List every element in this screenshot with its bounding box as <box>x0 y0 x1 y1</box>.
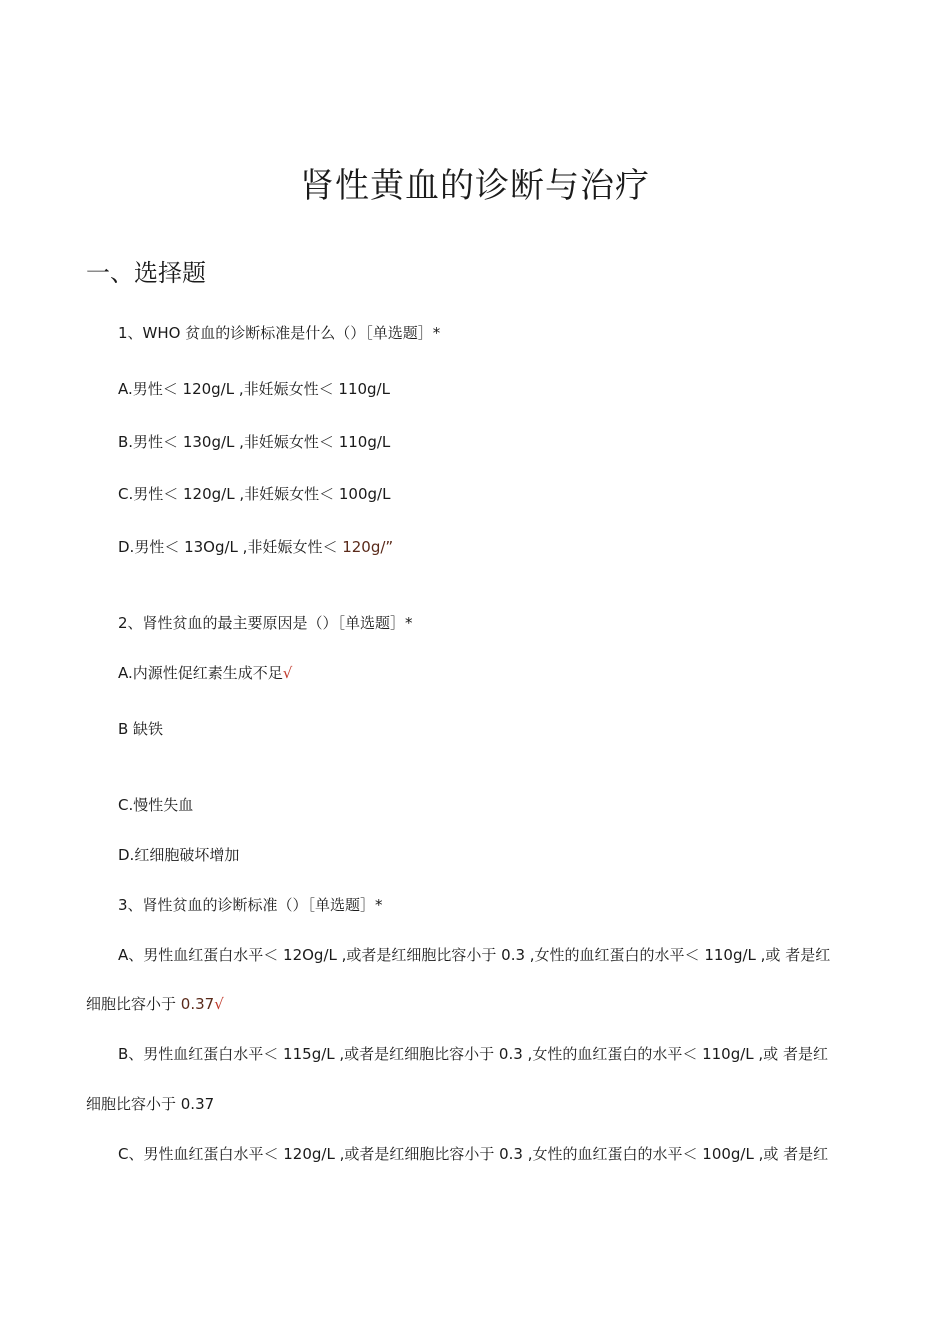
document-title: 肾性黄血的诊断与治疗 <box>300 166 650 206</box>
q2-option-d: D.红细胞破坏增加 <box>118 846 240 864</box>
q1-option-d-tail: 120g/” <box>342 538 394 556</box>
correct-check-mark: √ <box>214 995 224 1013</box>
q2-option-c: C.慢性失血 <box>118 796 194 814</box>
section-heading: 一、选择题 <box>86 259 206 287</box>
q2-question: 2、肾性贫血的最主要原因是（）［单选题］* <box>118 614 413 632</box>
correct-check-mark: √ <box>282 664 293 682</box>
q1-option-c: C.男性＜ 120g/L ,非妊娠女性＜ 100g/L <box>118 485 391 503</box>
q3-option-a-line1: A、男性血红蛋白水平＜ 12Og/L ,或者是红细胞比容小于 0.3 ,女性的血红蛋白的水平＜ 110g/L ,或 者是红 <box>118 946 831 964</box>
q1-question: 1、WHO 贫血的诊断标准是什么（）［单选题］* <box>118 324 441 342</box>
q3-option-b-line2: 细胞比容小于 0.37 <box>86 1095 215 1113</box>
q1-option-b: B.男性＜ 130g/L ,非妊娠女性＜ 110g/L <box>118 433 391 451</box>
q2-option-a <box>118 662 292 683</box>
q3-option-a-line2 <box>86 993 224 1014</box>
q3-option-a-line2-tail: 0.37 <box>180 995 215 1013</box>
q2-option-a-text: A.内源性促红素生成不足 <box>118 664 283 682</box>
q3-question: 3、肾性贫血的诊断标准（）［单选题］* <box>118 896 383 914</box>
q1-option-d-text: D.男性＜ 13Og/L ,非妊娠女性＜ <box>118 538 343 556</box>
q1-option-d <box>118 536 393 557</box>
q1-option-a: A.男性＜ 120g/L ,非妊娠女性＜ 110g/L <box>118 380 390 398</box>
q2-option-b: B 缺铁 <box>118 720 164 738</box>
q3-option-a-line2-text: 细胞比容小于 <box>86 995 181 1013</box>
q3-option-b-line1: B、男性血红蛋白水平＜ 115g/L ,或者是红细胞比容小于 0.3 ,女性的血红蛋白的水平＜ 110g/L ,或 者是红 <box>118 1045 828 1063</box>
q3-option-c-line1: C、男性血红蛋白水平＜ 120g/L ,或者是红细胞比容小于 0.3 ,女性的血红蛋白的水平＜ 100g/L ,或 者是红 <box>118 1145 829 1163</box>
